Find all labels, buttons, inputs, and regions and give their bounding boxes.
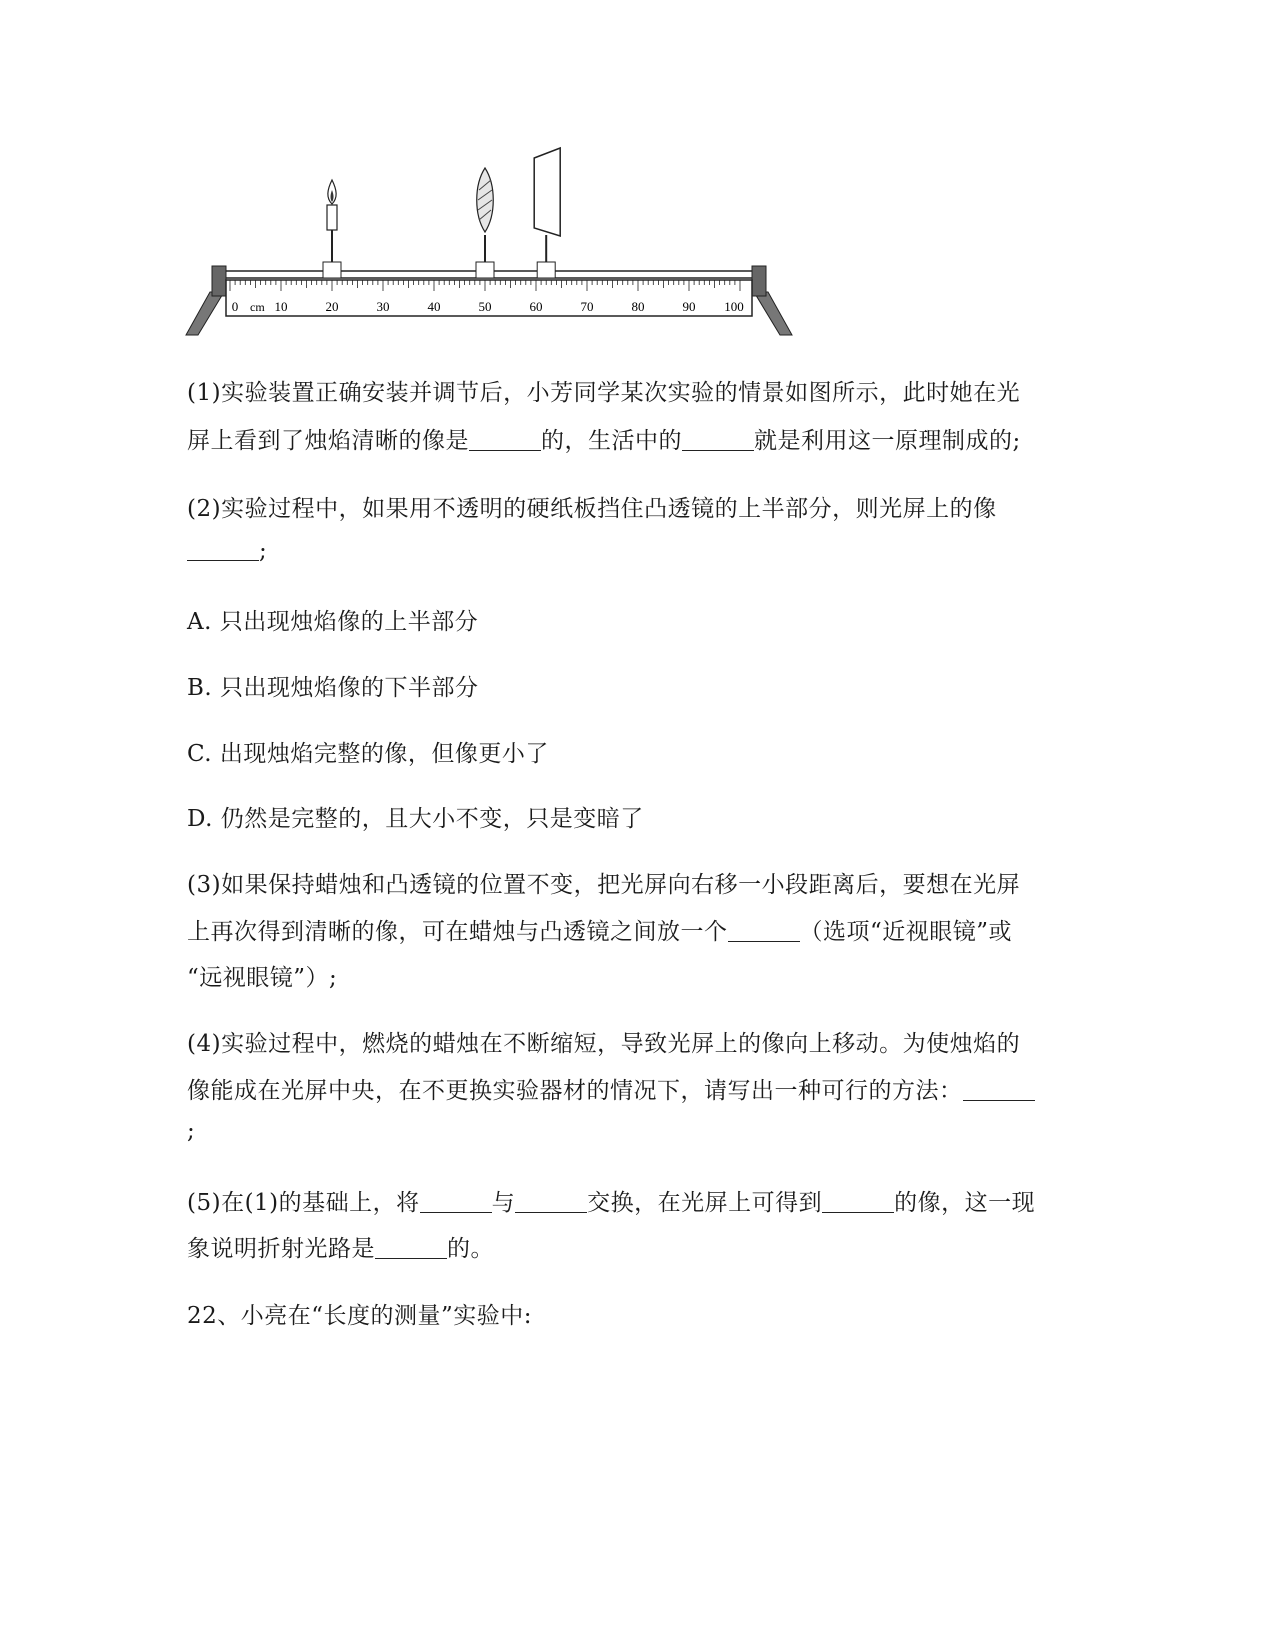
ruler-tick-label: 70 [580,299,594,314]
question-22: 22、小亮在“长度的测量”实验中: [187,1303,533,1329]
ruler-tick-label: 20 [325,299,339,314]
ruler-tick-label: 60 [529,299,543,314]
ruler-tick-label: 40 [427,299,441,314]
candle [323,180,341,278]
q3-line1: (3)如果保持蜡烛和凸透镜的位置不变，把光屏向右移一小段距离后，要想在光屏 [187,872,1021,898]
answer-blank[interactable] [822,1189,894,1213]
answer-blank[interactable] [420,1189,492,1213]
ruler-tick-label: 80 [631,299,645,314]
q1-line2: 屏上看到了烛焰清晰的像是 的，生活中的 就是利用这一原理制成的; [187,428,1021,454]
answer-blank[interactable] [728,918,800,942]
q1-line1: (1)实验装置正确安装并调节后，小芳同学某次实验的情景如图所示，此时她在光 [187,380,1021,406]
ruler-tick-label: 0 [231,299,239,314]
right-end-block [752,266,766,296]
answer-blank[interactable] [187,537,259,561]
q2-line2: ; [187,537,267,564]
optical-bench-figure [180,140,820,355]
ruler-tick-label: 10 [274,299,288,314]
answer-blank[interactable] [963,1077,1035,1101]
option-c: C. 出现烛焰完整的像，但像更小了 [187,741,549,767]
answer-blank[interactable] [682,427,754,451]
ruler-tick-label: 50 [478,299,492,314]
ruler-tick-label: 100 [724,299,744,314]
q2-line1: (2)实验过程中，如果用不透明的硬纸板挡住凸透镜的上半部分，则光屏上的像 [187,496,997,522]
light-screen [534,148,560,278]
q3-line3: “远视眼镜”）; [187,965,338,991]
convex-lens [476,168,494,278]
scale-unit-label: cm [250,300,265,314]
q5-line2: 象说明折射光路是 的。 [187,1236,494,1262]
q4-line3: ; [187,1118,196,1144]
q4-line1: (4)实验过程中，燃烧的蜡烛在不断缩短，导致光屏上的像向上移动。为使烛焰的 [187,1031,1021,1057]
option-b: B. 只出现烛焰像的下半部分 [187,675,479,701]
answer-blank[interactable] [469,427,541,451]
q3-line2: 上再次得到清晰的像，可在蜡烛与凸透镜之间放一个 （选项“近视眼镜”或 [187,919,1013,945]
q4-line2: 像能成在光屏中央，在不更换实验器材的情况下，请写出一种可行的方法： [187,1072,1035,1105]
right-leg [754,292,792,335]
left-leg [186,292,224,335]
option-a: A. 只出现烛焰像的上半部分 [187,609,479,635]
left-end-block [212,266,226,296]
ruler-tick-label: 30 [376,299,390,314]
option-d: D. 仍然是完整的，且大小不变，只是变暗了 [187,806,644,832]
q5-line1: (5)在(1)的基础上，将 与 交换，在光屏上可得到 的像，这一现 [187,1190,1036,1216]
answer-blank[interactable] [515,1189,587,1213]
ruler-tick-label: 90 [682,299,696,314]
answer-blank[interactable] [375,1235,447,1259]
